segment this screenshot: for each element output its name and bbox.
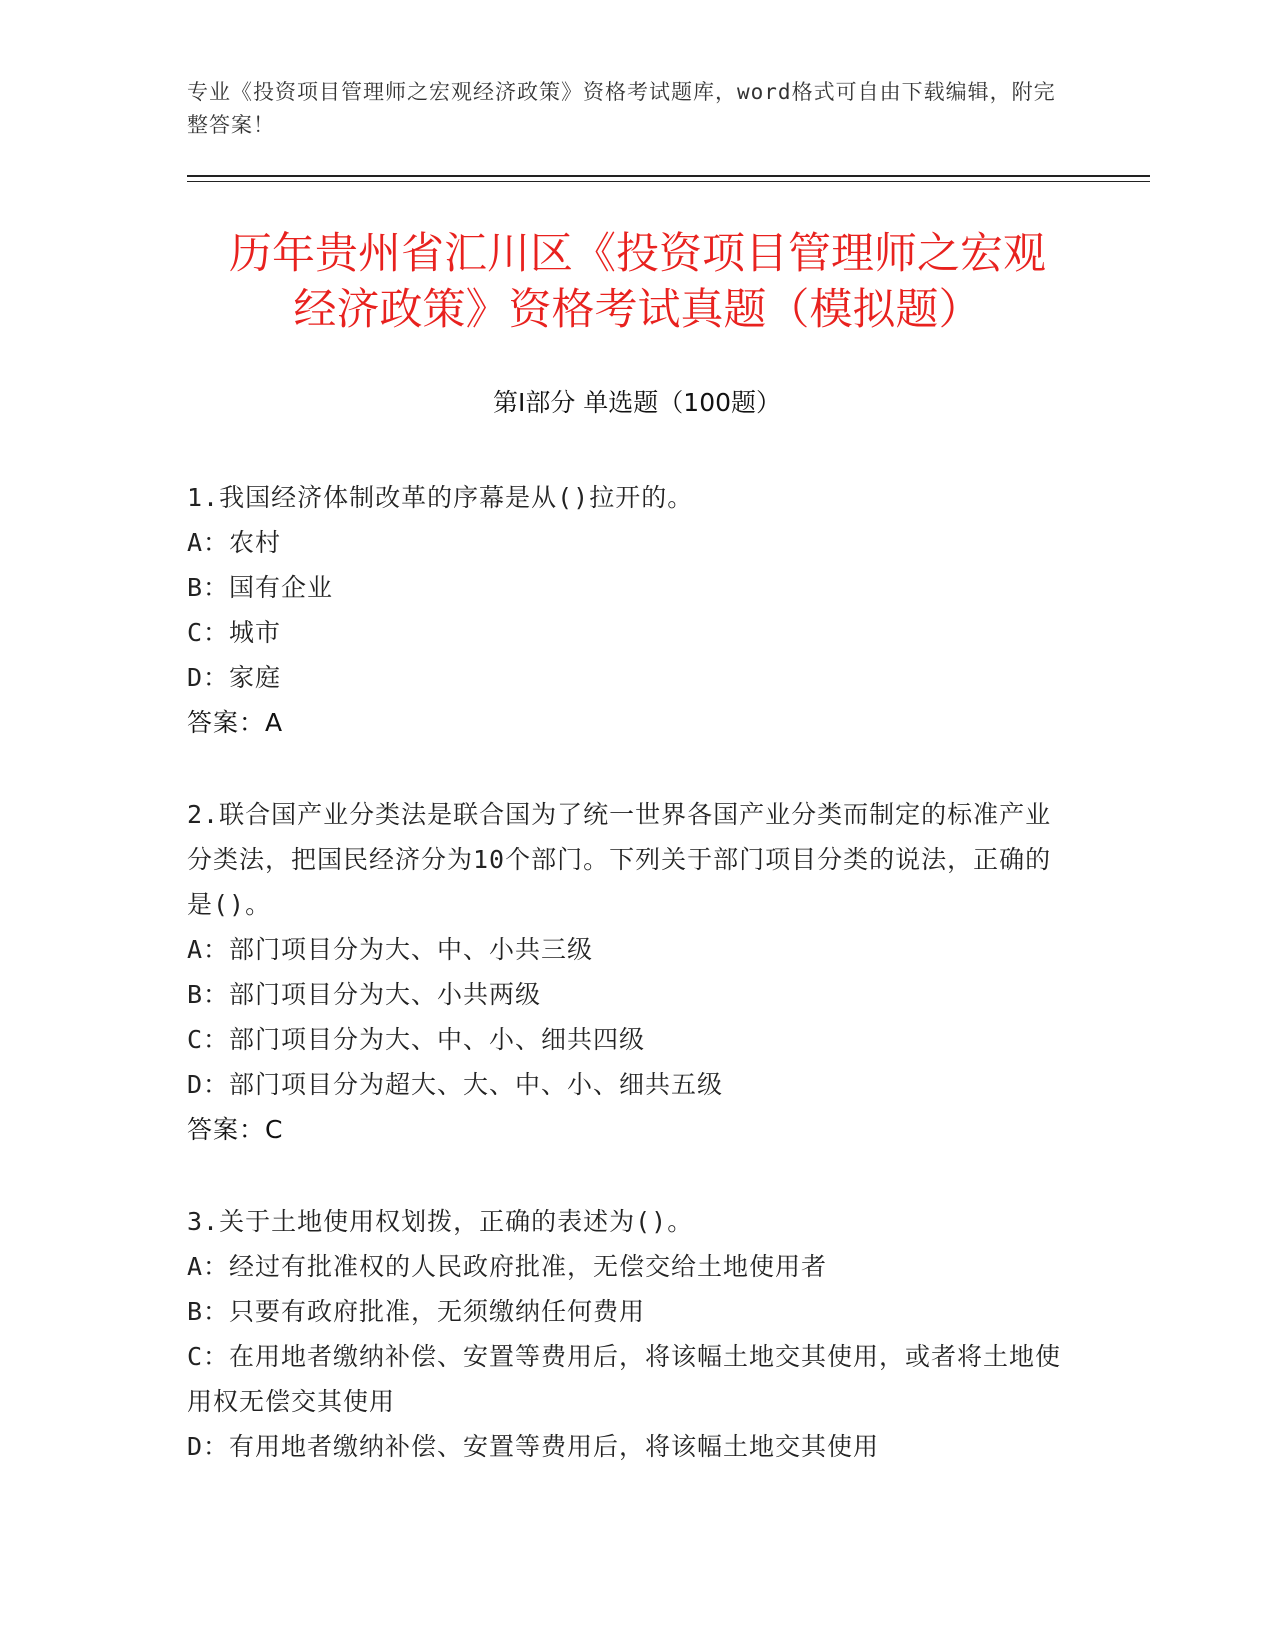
option-c: C：部门项目分为大、中、小、细共四级 [187, 1025, 646, 1054]
question-text: 2.联合国产业分类法是联合国为了统一世界各国产业分类而制定的标准产业分类法，把国民经济分为10个部门。下列关于部门项目分类的说法，正确的是()。 [187, 800, 1052, 919]
title-line-1: 历年贵州省汇川区《投资项目管理师之宏观 [229, 229, 1046, 279]
title-line-2: 经济政策》资格考试真题（模拟题） [293, 285, 982, 335]
answer: 答案：A [187, 708, 284, 737]
answer: 答案：C [187, 1115, 284, 1144]
option-a: A：部门项目分为大、中、小共三级 [187, 935, 594, 964]
option-d: D：有用地者缴纳补偿、安置等费用后，将该幅土地交其使用 [187, 1432, 880, 1461]
option-b: B：只要有政府批准，无须缴纳任何费用 [187, 1297, 646, 1326]
document-title [150, 226, 1125, 338]
section-heading: 第Ⅰ部分 单选题（100题） [492, 388, 782, 417]
question-1 [187, 475, 1067, 745]
option-d: D：家庭 [187, 663, 282, 692]
question-text: 3.关于土地使用权划拨，正确的表述为()。 [187, 1207, 694, 1236]
option-b: B：部门项目分为大、小共两级 [187, 980, 542, 1009]
header-divider-thick [187, 175, 1150, 177]
option-d: D：部门项目分为超大、大、中、小、细共五级 [187, 1070, 724, 1099]
option-a: A：农村 [187, 528, 282, 557]
header-note: 专业《投资项目管理师之宏观经济政策》资格考试题库，word格式可自由下载编辑，附完整答案！ [187, 80, 1056, 137]
question-text: 1.我国经济体制改革的序幕是从()拉开的。 [187, 483, 694, 512]
question-list [187, 475, 1067, 1516]
question-2 [187, 792, 1067, 1152]
header-divider-thin [187, 181, 1150, 182]
question-3 [187, 1199, 1067, 1469]
option-c: C：城市 [187, 618, 282, 647]
option-a: A：经过有批准权的人民政府批准，无偿交给土地使用者 [187, 1252, 828, 1281]
option-b: B：国有企业 [187, 573, 334, 602]
option-c: C：在用地者缴纳补偿、安置等费用后，将该幅土地交其使用，或者将土地使用权无偿交其使用 [187, 1342, 1062, 1416]
